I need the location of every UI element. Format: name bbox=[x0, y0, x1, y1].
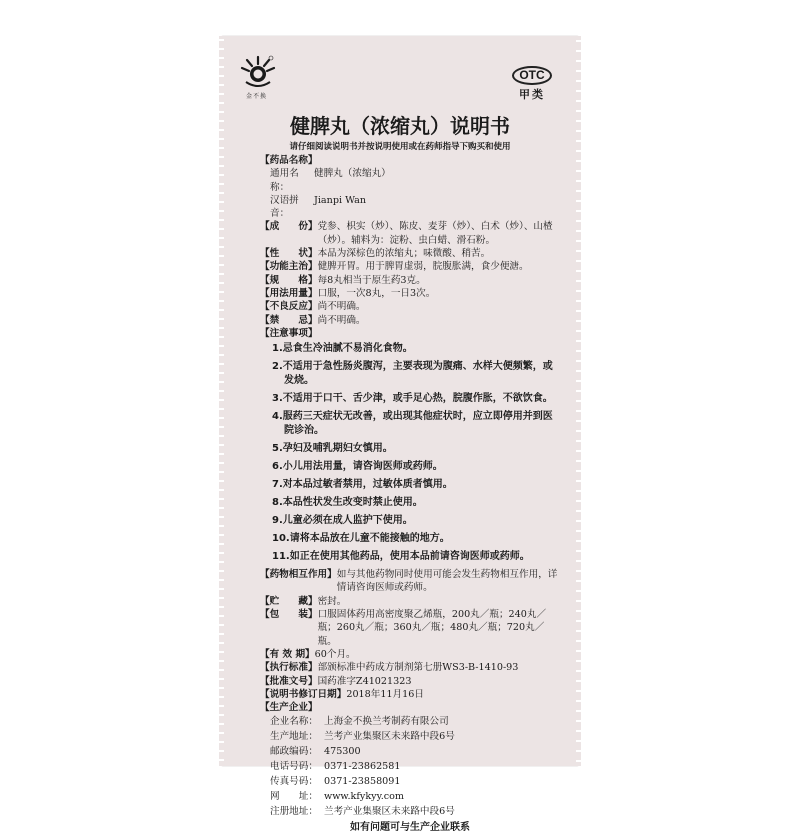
otc-class: 甲类 bbox=[519, 88, 545, 101]
section-value: 本品为深棕色的浓缩丸；味微酸、稍苦。 bbox=[317, 248, 491, 260]
section-value: 如与其他药物同时使用可能会发生药物相互作用，详情请咨询医师或药师。 bbox=[336, 569, 558, 594]
list-item: 9.儿童必须在成人监护下使用。 bbox=[272, 515, 413, 527]
section-value: 党参、枳实（炒）、陈皮、麦芽（炒）、白术（炒）、山楂（炒）。辅料为：淀粉、虫白蜡、滑石粉。 bbox=[317, 221, 553, 246]
section-value: 健脾开胃。用于脾胃虚弱，脘腹胀满，食少便溏。 bbox=[317, 261, 529, 273]
section-label: 【禁 忌】 bbox=[260, 314, 318, 326]
company-row bbox=[260, 774, 560, 789]
common-name-value: 健脾丸（浓缩丸） bbox=[314, 168, 391, 180]
otc-badge: OTC bbox=[512, 66, 551, 85]
company-value: 475300 bbox=[324, 746, 361, 758]
section-label: 【药品名称】 bbox=[260, 155, 318, 166]
section-storage bbox=[260, 595, 560, 608]
common-name-row bbox=[260, 167, 560, 194]
section-drug-name bbox=[260, 154, 560, 167]
company-website: www.kfykyy.com bbox=[324, 791, 405, 803]
section-indications bbox=[260, 260, 560, 273]
company-row bbox=[260, 714, 560, 729]
section-label: 【用法用量】 bbox=[260, 287, 318, 299]
section-value: 尚不明确。 bbox=[317, 301, 366, 313]
company-value: 兰考产业集聚区未来路中段6号 bbox=[324, 806, 455, 818]
company-value: 0371-23862581 bbox=[324, 761, 401, 773]
section-value: 口服固体药用高密度聚乙烯瓶，200丸／瓶；240丸／瓶；260丸／瓶；360丸／瓶；480丸／瓶；720丸／瓶。 bbox=[317, 609, 547, 647]
section-dosage bbox=[260, 287, 560, 300]
section-specification bbox=[260, 274, 560, 287]
section-revision-date bbox=[260, 688, 560, 701]
section-label: 【执行标准】 bbox=[260, 662, 318, 674]
company-row bbox=[260, 789, 560, 804]
list-item: 4.服药三天症状无改善，或出现其他症状时，应立即停用并到医院诊治。 bbox=[272, 411, 553, 437]
company-row bbox=[260, 804, 560, 819]
brand-logo bbox=[240, 54, 276, 90]
company-key: 邮政编码： bbox=[270, 746, 318, 758]
list-item: 11.如正在使用其他药品，使用本品前请咨询医师或药师。 bbox=[272, 551, 530, 563]
company-value: 兰考产业集聚区未来路中段6号 bbox=[324, 731, 455, 743]
company-row bbox=[260, 759, 560, 774]
otc-mark bbox=[510, 64, 554, 102]
pinyin-row bbox=[260, 194, 560, 221]
common-name-key: 通用名称： bbox=[270, 168, 299, 193]
section-label: 【说明书修订日期】 bbox=[260, 688, 347, 700]
section-ingredients bbox=[260, 220, 560, 247]
section-label: 【药物相互作用】 bbox=[260, 569, 337, 581]
section-label: 【生产企业】 bbox=[260, 702, 318, 714]
company-key: 电话号码： bbox=[270, 761, 318, 773]
section-label: 【功能主治】 bbox=[260, 261, 318, 273]
section-label: 【性 状】 bbox=[260, 248, 318, 260]
section-value: 每8丸相当于原生药3克。 bbox=[317, 274, 426, 286]
section-interactions bbox=[260, 568, 560, 595]
section-contraindications bbox=[260, 314, 560, 327]
company-key: 生产地址： bbox=[270, 731, 318, 743]
section-label: 【有 效 期】 bbox=[260, 648, 315, 660]
section-label: 【包 装】 bbox=[260, 609, 318, 621]
company-key: 企业名称： bbox=[270, 716, 318, 728]
pinyin-key: 汉语拼音： bbox=[270, 194, 299, 220]
list-item: 8.本品性状发生改变时禁止使用。 bbox=[272, 497, 423, 509]
instruction-leaflet bbox=[222, 36, 578, 834]
brand-logo-text: 金不换 bbox=[246, 93, 268, 100]
section-label: 【规 格】 bbox=[260, 274, 318, 286]
company-key: 网 址： bbox=[270, 791, 318, 803]
section-label: 【不良反应】 bbox=[260, 301, 318, 313]
company-value: 上海金不换兰考制药有限公司 bbox=[324, 716, 449, 728]
company-row bbox=[260, 744, 560, 759]
company-value: 0371-23858091 bbox=[324, 776, 401, 788]
list-item: 5.孕妇及哺乳期妇女慎用。 bbox=[272, 443, 393, 455]
section-value: 尚不明确。 bbox=[317, 314, 366, 326]
section-precautions bbox=[260, 327, 560, 340]
company-row bbox=[260, 729, 560, 744]
list-item: 1.忌食生冷油腻不易消化食物。 bbox=[272, 343, 413, 355]
section-value: 国药准字Z41021323 bbox=[317, 675, 412, 687]
section-value: 部颁标准中药成方制剂第七册WS3-B-1410-93 bbox=[317, 662, 519, 674]
list-item: 2.不适用于急性肠炎腹泻，主要表现为腹痛、水样大便频繁，或发烧。 bbox=[272, 361, 553, 387]
section-manufacturer bbox=[260, 701, 560, 714]
section-value: 60个月。 bbox=[314, 648, 356, 660]
section-standard bbox=[260, 661, 560, 674]
section-packaging bbox=[260, 608, 560, 648]
company-key: 传真号码： bbox=[270, 776, 318, 788]
section-approval-number bbox=[260, 675, 560, 688]
section-appearance bbox=[260, 247, 560, 260]
section-value: 密封。 bbox=[317, 595, 347, 607]
section-shelf-life bbox=[260, 648, 560, 661]
section-value: 口服，一次8丸，一日3次。 bbox=[317, 287, 436, 299]
section-label: 【批准文号】 bbox=[260, 675, 318, 687]
leaflet-body bbox=[260, 154, 560, 835]
section-adverse-reactions bbox=[260, 300, 560, 313]
list-item: 7.对本品过敏者禁用，过敏体质者慎用。 bbox=[272, 479, 453, 491]
footer-note: 如有问题可与生产企业联系 bbox=[350, 822, 470, 834]
section-label: 【贮 藏】 bbox=[260, 595, 318, 607]
document-subtitle: 请仔细阅读说明书并按说明使用或在药师指导下购买和使用 bbox=[289, 142, 511, 152]
company-key: 注册地址： bbox=[270, 806, 318, 818]
list-item: 6.小儿用法用量，请咨询医师或药师。 bbox=[272, 461, 443, 473]
section-label: 【注意事项】 bbox=[260, 327, 318, 339]
pinyin-value: Jianpi Wan bbox=[314, 194, 366, 206]
section-value: 2018年11月16日 bbox=[346, 688, 424, 700]
document-title: 健脾丸（浓缩丸）说明书 bbox=[290, 114, 510, 138]
list-item: 3.不适用于口干、舌少津，或手足心热，脘腹作胀，不欲饮食。 bbox=[272, 393, 553, 405]
list-item: 10.请将本品放在儿童不能接触的地方。 bbox=[272, 533, 450, 545]
section-label: 【成 份】 bbox=[260, 221, 318, 233]
precautions-list bbox=[260, 342, 560, 564]
